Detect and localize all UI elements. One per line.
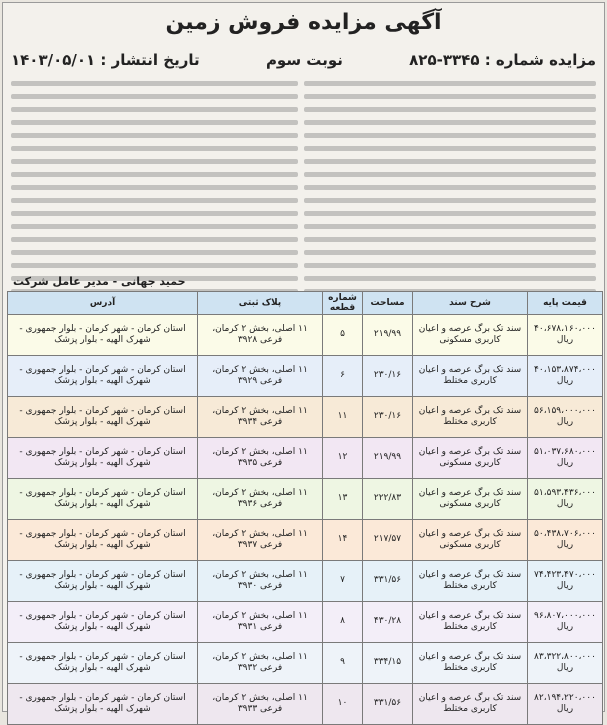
cell-plaque: ۱۱ اصلی، بخش ۲ کرمان، فرعی ۳۹۳۶ (198, 479, 323, 520)
cell-price: ۸۳،۳۲۲،۸۰۰،۰۰۰ ریال (528, 643, 603, 684)
cell-lot: ۷ (323, 561, 363, 602)
cell-area: ۳۳۴/۱۵ (363, 643, 413, 684)
cell-lot: ۱۳ (323, 479, 363, 520)
col-plaque: پلاک ثبتی (198, 292, 323, 315)
cell-plaque: ۱۱ اصلی، بخش ۲ کرمان، فرعی ۳۹۳۲ (198, 643, 323, 684)
cell-address: استان کرمان - شهر کرمان - بلوار جمهوری - شهرک الهیه - بلوار پزشک (8, 397, 198, 438)
table-row (8, 520, 603, 561)
cell-plaque: ۱۱ اصلی، بخش ۲ کرمان، فرعی ۳۹۳۰ (198, 561, 323, 602)
col-deed: شرح سند (413, 292, 528, 315)
auction-notice-page (2, 2, 605, 712)
cell-address: استان کرمان - شهر کرمان - بلوار جمهوری - شهرک الهیه - بلوار پزشک (8, 356, 198, 397)
table-row (8, 479, 603, 520)
cell-deed: سند تک برگ عرصه و اعیان کاربری مختلط (413, 684, 528, 725)
notice-body-right (304, 81, 596, 281)
cell-lot: ۵ (323, 315, 363, 356)
cell-area: ۲۲۲/۸۳ (363, 479, 413, 520)
table-row (8, 602, 603, 643)
cell-address: استان کرمان - شهر کرمان - بلوار جمهوری - شهرک الهیه - بلوار پزشک (8, 479, 198, 520)
cell-address: استان کرمان - شهر کرمان - بلوار جمهوری - شهرک الهیه - بلوار پزشک (8, 520, 198, 561)
cell-plaque: ۱۱ اصلی، بخش ۲ کرمان، فرعی ۳۹۲۹ (198, 356, 323, 397)
cell-area: ۳۳۱/۵۶ (363, 684, 413, 725)
cell-plaque: ۱۱ اصلی، بخش ۲ کرمان، فرعی ۳۹۳۵ (198, 438, 323, 479)
cell-price: ۴۰،۶۷۸،۱۶۰،۰۰۰ ریال (528, 315, 603, 356)
lots-table (7, 291, 603, 725)
cell-price: ۷۴،۴۲۳،۴۷۰،۰۰۰ ریال (528, 561, 603, 602)
cell-address: استان کرمان - شهر کرمان - بلوار جمهوری - شهرک الهیه - بلوار پزشک (8, 315, 198, 356)
cell-deed: سند تک برگ عرصه و اعیان کاربری مسکونی (413, 315, 528, 356)
cell-area: ۲۳۰/۱۶ (363, 397, 413, 438)
auction-round: نوبت سوم (265, 51, 343, 69)
table-row (8, 561, 603, 602)
cell-deed: سند تک برگ عرصه و اعیان کاربری مختلط (413, 561, 528, 602)
cell-deed: سند تک برگ عرصه و اعیان کاربری مختلط (413, 643, 528, 684)
cell-area: ۲۱۷/۵۷ (363, 520, 413, 561)
cell-deed: سند تک برگ عرصه و اعیان کاربری مختلط (413, 397, 528, 438)
cell-address: استان کرمان - شهر کرمان - بلوار جمهوری - شهرک الهیه - بلوار پزشک (8, 438, 198, 479)
cell-area: ۲۳۰/۱۶ (363, 356, 413, 397)
cell-area: ۳۳۱/۵۶ (363, 561, 413, 602)
cell-price: ۵۰،۴۳۸،۷۰۶،۰۰۰ ریال (528, 520, 603, 561)
col-base-price: قیمت پایه (528, 292, 603, 315)
cell-plaque: ۱۱ اصلی، بخش ۲ کرمان، فرعی ۳۹۳۱ (198, 602, 323, 643)
cell-lot: ۱۰ (323, 684, 363, 725)
col-area: مساحت (363, 292, 413, 315)
table-row (8, 315, 603, 356)
cell-address: استان کرمان - شهر کرمان - بلوار جمهوری - شهرک الهیه - بلوار پزشک (8, 684, 198, 725)
cell-price: ۵۱،۵۹۳،۴۳۶،۰۰۰ ریال (528, 479, 603, 520)
table-row (8, 397, 603, 438)
auction-number: مزایده شماره : ۳۳۴۵-۸۲۵ (409, 51, 596, 69)
publish-date: تاریخ انتشار : ۱۴۰۳/۰۵/۰۱ (11, 51, 200, 69)
cell-lot: ۱۴ (323, 520, 363, 561)
cell-lot: ۶ (323, 356, 363, 397)
cell-address: استان کرمان - شهر کرمان - بلوار جمهوری - شهرک الهیه - بلوار پزشک (8, 643, 198, 684)
cell-address: استان کرمان - شهر کرمان - بلوار جمهوری - شهرک الهیه - بلوار پزشک (8, 561, 198, 602)
col-lot: شماره قطعه (323, 292, 363, 315)
cell-plaque: ۱۱ اصلی، بخش ۲ کرمان، فرعی ۳۹۳۷ (198, 520, 323, 561)
table-header-row (8, 292, 603, 315)
cell-plaque: ۱۱ اصلی، بخش ۲ کرمان، فرعی ۳۹۳۴ (198, 397, 323, 438)
cell-address: استان کرمان - شهر کرمان - بلوار جمهوری - شهرک الهیه - بلوار پزشک (8, 602, 198, 643)
cell-price: ۵۶،۱۵۹،۰۰۰،۰۰۰ ریال (528, 397, 603, 438)
cell-lot: ۱۲ (323, 438, 363, 479)
cell-price: ۵۱،۰۳۷،۶۸۰،۰۰۰ ریال (528, 438, 603, 479)
cell-price: ۸۲،۱۹۴،۲۲۰،۰۰۰ ریال (528, 684, 603, 725)
cell-deed: سند تک برگ عرصه و اعیان کاربری مسکونی (413, 438, 528, 479)
table-row (8, 438, 603, 479)
cell-lot: ۱۱ (323, 397, 363, 438)
cell-deed: سند تک برگ عرصه و اعیان کاربری مسکونی (413, 479, 528, 520)
notice-title: آگهی مزایده فروش زمین (165, 9, 442, 35)
cell-deed: سند تک برگ عرصه و اعیان کاربری مختلط (413, 602, 528, 643)
cell-plaque: ۱۱ اصلی، بخش ۲ کرمان، فرعی ۳۹۳۳ (198, 684, 323, 725)
cell-price: ۹۶،۸۰۷،۰۰۰،۰۰۰ ریال (528, 602, 603, 643)
cell-plaque: ۱۱ اصلی، بخش ۲ کرمان، فرعی ۳۹۲۸ (198, 315, 323, 356)
table-row (8, 356, 603, 397)
cell-deed: سند تک برگ عرصه و اعیان کاربری مسکونی (413, 520, 528, 561)
table-row (8, 643, 603, 684)
cell-lot: ۹ (323, 643, 363, 684)
signature-line: حمید جهانی - مدیر عامل شرکت (13, 275, 186, 288)
table-row (8, 684, 603, 725)
notice-body-left (11, 81, 298, 281)
notice-subheader (11, 47, 596, 73)
cell-area: ۲۱۹/۹۹ (363, 315, 413, 356)
col-address: آدرس (8, 292, 198, 315)
cell-area: ۴۳۰/۲۸ (363, 602, 413, 643)
cell-deed: سند تک برگ عرصه و اعیان کاربری مختلط (413, 356, 528, 397)
cell-price: ۴۰،۱۵۳،۸۷۴،۰۰۰ ریال (528, 356, 603, 397)
cell-area: ۲۱۹/۹۹ (363, 438, 413, 479)
cell-lot: ۸ (323, 602, 363, 643)
